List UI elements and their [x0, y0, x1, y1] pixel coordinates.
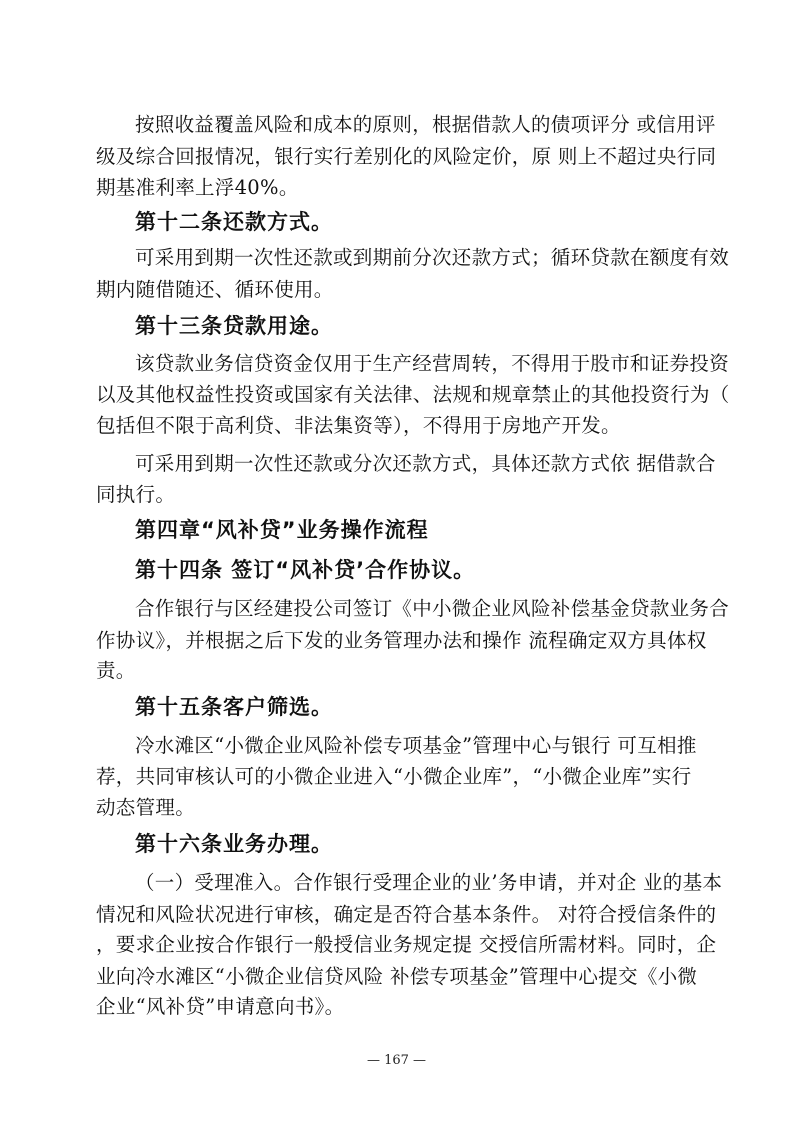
paragraph-line: （一）受理准入。合作银行受理企业的业’务申请，并对企 业的基本	[135, 871, 723, 894]
paragraph-line: 级及综合回报情况，银行实行差别化的风险定价，原 则上不超过央行同	[96, 145, 717, 168]
paragraph-line: 业向冷水滩区“小微企业信贷风险 补偿专项基金”管理中心提交《小微	[96, 965, 698, 988]
paragraph-line: 动态管理。	[96, 796, 196, 819]
paragraph-line: 企业“风补贷”申请意向书》。	[96, 995, 345, 1018]
article-14-heading: 第十四条 签订“风补贷’合作协议。	[135, 558, 476, 582]
paragraph-line: 可采用到期一次性还款或到期前分次还款方式；循环贷款在额度有效	[135, 246, 730, 269]
paragraph-line: 期内随借随还、循环使用。	[96, 278, 334, 301]
paragraph-line: ，要求企业按合作银行一般授信业务规定提 交授信所需材料。同时，企	[96, 933, 717, 956]
paragraph-line: 作协议》，并根据之后下发的业务管理办法和操作 流程确定双方具体权	[96, 629, 707, 652]
paragraph-line: 该贷款业务信贷资金仅用于生产经营周转，不得用于股市和证券投资	[135, 352, 730, 375]
article-13-heading: 第十三条贷款用途。	[135, 314, 333, 338]
page-number: — 167 —	[366, 1053, 427, 1068]
paragraph-line: 冷水滩区“小微企业风险补偿专项基金”管理中心与银行 可互相推	[135, 734, 697, 757]
paragraph-line: 以及其他权益性投资或国家有关法律、法规和规章禁止的其他投资行为（	[96, 383, 730, 406]
paragraph-line: 包括但不限于高利贷、非法集资等），不得用于房地产开发。	[96, 414, 621, 437]
paragraph-line: 期基准利率上浮40%。	[96, 176, 299, 199]
chapter-4-heading: 第四章“风补贷”业务操作流程	[135, 518, 429, 542]
article-16-heading: 第十六条业务办理。	[135, 832, 333, 856]
article-15-heading: 第十五条客户筛选。	[135, 695, 333, 719]
paragraph-line: 情况和风险状况进行审核，确定是否符合基本条件。 对符合授信条件的	[96, 903, 717, 926]
paragraph-line: 按照收益覆盖风险和成本的原则，根据借款人的债项评分 或信用评	[135, 113, 716, 136]
paragraph-line: 责。	[96, 659, 136, 682]
paragraph-line: 合作银行与区经建投公司签订《中小微企业风险补偿基金贷款业务合	[135, 597, 730, 620]
paragraph-line: 可采用到期一次性还款或分次还款方式，具体还款方式依 据借款合	[135, 452, 716, 475]
paragraph-line: 荐，共同审核认可的小微企业进入“小微企业库”，“小微企业库”实行	[96, 765, 692, 788]
paragraph-line: 同执行。	[96, 483, 176, 506]
article-12-heading: 第十二条还款方式。	[135, 210, 333, 234]
